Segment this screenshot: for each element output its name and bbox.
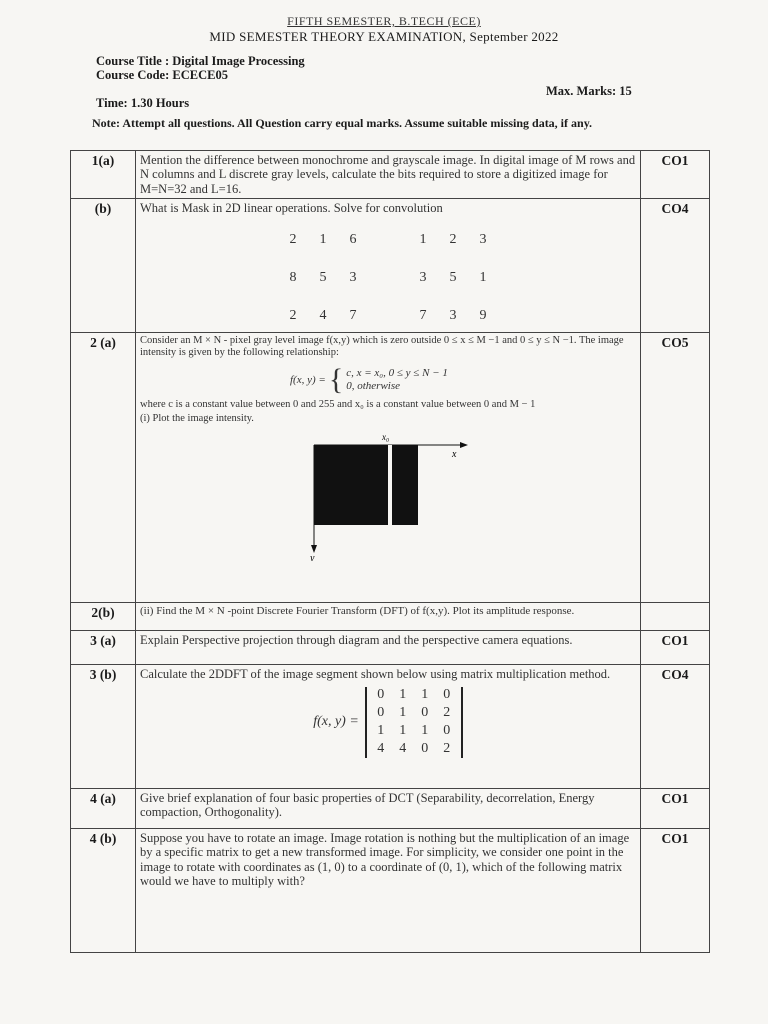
matrix-cell: 4: [319, 307, 327, 323]
course-outcome: CO1: [641, 828, 710, 952]
matrix-cell: 3: [349, 269, 357, 285]
course-outcome: [641, 602, 710, 630]
brace-icon: {: [328, 362, 344, 396]
matrix-cell: 3: [449, 307, 457, 323]
x-axis-label: x: [452, 449, 457, 461]
question-text: where c is a constant value between 0 and 255 and x₀ is a constant value between 0 and M − 1: [140, 398, 536, 410]
question-cell: [136, 332, 641, 602]
matrix-cell: 7: [419, 307, 427, 323]
question-number: 3 (a): [71, 630, 136, 664]
y-axis-label: y: [310, 553, 315, 562]
course-outcome: CO4: [641, 664, 710, 788]
question-text: (ii) Find the M × N -point Discrete Fourier Transform (DFT) of f(x,y). Plot its amplitude response.: [136, 602, 641, 630]
question-row: [71, 151, 710, 199]
image-matrix: [278, 232, 368, 324]
matrix-cell: 1: [421, 687, 429, 703]
question-number: 4 (a): [71, 788, 136, 828]
matrix-cell: 7: [349, 307, 357, 323]
course-outcome: CO1: [641, 630, 710, 664]
image-matrix: [365, 687, 463, 757]
matrix-cell: 0: [443, 687, 451, 703]
intensity-plot: [310, 431, 470, 561]
course-outcome: CO1: [641, 788, 710, 828]
matrix-cell: 0: [377, 687, 385, 703]
matrix-cell: 3: [419, 269, 427, 285]
matrix-cell: 1: [421, 723, 429, 739]
question-table: [70, 150, 710, 953]
convolution-matrices: [140, 232, 636, 324]
exam-time: Time: 1.30 Hours: [96, 96, 190, 110]
matrix-cell: 4: [377, 741, 385, 757]
matrix-cell: 5: [449, 269, 457, 285]
function-lhs: f(x, y) =: [313, 714, 359, 730]
matrix-cell: 1: [419, 231, 427, 247]
question-number: 4 (b): [71, 828, 136, 952]
x0-label: x₀: [382, 432, 390, 443]
question-row: [71, 332, 710, 602]
matrix-cell: 2: [443, 741, 451, 757]
matrix-cell: 2: [289, 231, 297, 247]
question-text: Mention the difference between monochrome and grayscale image. In digital image of M rows and N columns and L discrete gray levels, calculate the bits required to store a digitized image for M=N=32 and L=16.: [136, 151, 641, 199]
function-case: 0, otherwise: [346, 379, 401, 392]
question-row: [71, 664, 710, 788]
question-text: What is Mask in 2D linear operations. Solve for convolution: [140, 201, 443, 216]
question-text: Calculate the 2DDFT of the image segment shown below using matrix multiplication method.: [140, 666, 611, 681]
matrix-cell: 9: [479, 307, 487, 323]
question-number: 3 (b): [71, 664, 136, 788]
matrix-cell: 2: [443, 705, 451, 721]
question-number: 2 (a): [71, 332, 136, 602]
matrix-cell: 1: [399, 723, 407, 739]
matrix-cell: 2: [449, 231, 457, 247]
matrix-cell: 1: [319, 231, 327, 247]
question-text: Consider an M × N - pixel gray level image f(x,y) which is zero outside 0 ≤ x ≤ M −1 and 0 ≤ y ≤ N −1. The image intensity is given by the following relationship:: [140, 334, 624, 358]
matrix-cell: 3: [479, 231, 487, 247]
matrix-cell: 0: [443, 723, 451, 739]
question-text: Suppose you have to rotate an image. Image rotation is nothing but the multiplication of an image by a specific matrix to get a new transformed image. For simplicity, we consider one point in the image to rotate with coordinates as (1, 0) to a coordinate of (0, 1), which of the following matrix would we have to multiply with?: [136, 828, 641, 952]
mask-matrix: [408, 232, 498, 324]
question-text: Explain Perspective projection through diagram and the perspective camera equations.: [136, 630, 641, 664]
question-row: [71, 199, 710, 333]
question-row: [71, 630, 710, 664]
instructions-note: Note: Attempt all questions. All Question carry equal marks. Assume suitable missing data, if any.: [92, 116, 593, 130]
question-number: (b): [71, 199, 136, 333]
image-segment: [140, 687, 636, 757]
max-marks: Max. Marks: 15: [546, 84, 632, 98]
course-code: Course Code: ECECE05: [96, 68, 228, 82]
matrix-cell: 1: [399, 705, 407, 721]
course-outcome: CO5: [641, 332, 710, 602]
matrix-cell: 0: [421, 741, 429, 757]
question-number: 1(a): [71, 151, 136, 199]
matrix-cell: 1: [399, 687, 407, 703]
piecewise-function: [290, 362, 636, 396]
sub-question: (i) Plot the image intensity.: [140, 412, 254, 424]
course-outcome: CO1: [641, 151, 710, 199]
matrix-cell: 4: [399, 741, 407, 757]
course-outcome: CO4: [641, 199, 710, 333]
intensity-figure: [310, 431, 636, 565]
semester-line: FIFTH SEMESTER, B.TECH (ECE): [287, 14, 481, 28]
question-number: 2(b): [71, 602, 136, 630]
matrix-cell: 6: [349, 231, 357, 247]
question-row: [71, 788, 710, 828]
matrix-cell: 0: [421, 705, 429, 721]
matrix-cell: 1: [377, 723, 385, 739]
matrix-cell: 5: [319, 269, 327, 285]
question-row: [71, 828, 710, 952]
course-title: Course Title : Digital Image Processing: [96, 54, 305, 68]
question-cell: [136, 199, 641, 333]
matrix-cell: 8: [289, 269, 297, 285]
function-case: c, x = x₀, 0 ≤ y ≤ N − 1: [346, 367, 448, 380]
exam-line: MID SEMESTER THEORY EXAMINATION, September 2022: [209, 29, 559, 44]
matrix-cell: 1: [479, 269, 487, 285]
question-row: [71, 602, 710, 630]
matrix-cell: 2: [289, 307, 297, 323]
exam-header: [0, 14, 768, 45]
question-cell: [136, 664, 641, 788]
matrix-cell: 0: [377, 705, 385, 721]
function-lhs: f(x, y) =: [290, 373, 326, 386]
function-cases: [346, 367, 448, 392]
question-text: Give brief explanation of four basic properties of DCT (Separability, decorrelation, Energy compaction, Orthogonality).: [136, 788, 641, 828]
